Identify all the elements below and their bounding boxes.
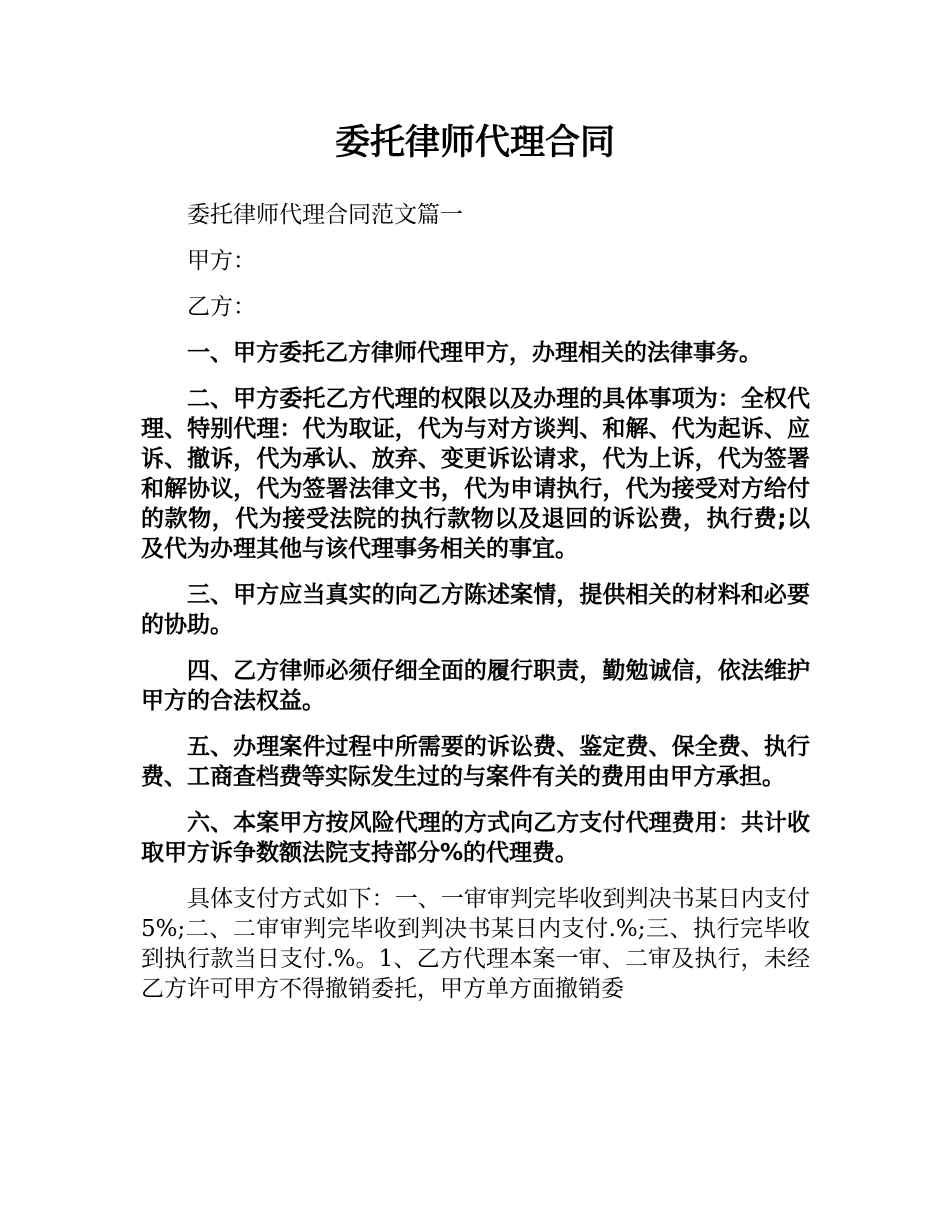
clause-6: 六、本案甲方按风险代理的方式向乙方支付代理费用：共计收取甲方诉争数额法院支持部分%的代理费。 bbox=[141, 810, 810, 866]
party-a-label: 甲方： bbox=[187, 248, 256, 274]
document-subtitle: 委托律师代理合同范文篇一 bbox=[187, 202, 463, 228]
payment-details: 具体支付方式如下：一、一审审判完毕收到判决书某日内支付5%;二、二审审判完毕收到判决书某日内支付.%;三、执行完毕收到执行款当日支付.%。1、乙方代理本案一审、二审及执行，未经乙方许可甲方不得撤销委托，甲方单方面撤销委 bbox=[141, 886, 810, 1002]
clause-1: 一、甲方委托乙方律师代理甲方，办理相关的法律事务。 bbox=[187, 340, 762, 366]
clause-3: 三、甲方应当真实的向乙方陈述案情，提供相关的材料和必要的协助。 bbox=[141, 582, 810, 638]
clause-4: 四、乙方律师必须仔细全面的履行职责，勤勉诚信，依法维护甲方的合法权益。 bbox=[141, 658, 810, 714]
clause-5: 五、办理案件过程中所需要的诉讼费、鉴定费、保全费、执行费、工商查档费等实际发生过的与案件有关的费用由甲方承担。 bbox=[141, 734, 810, 790]
party-b-label: 乙方： bbox=[187, 294, 256, 320]
document-body bbox=[141, 200, 810, 1020]
document-title: 委托律师代理合同 bbox=[334, 123, 615, 163]
clause-2: 二、甲方委托乙方代理的权限以及办理的具体事项为：全权代理、特别代理：代为取证，代为与对方谈判、和解、代为起诉、应诉、撤诉，代为承认、放弃、变更诉讼请求，代为上诉，代为签署和解协议，代为签署法律文书，代为申请执行，代为接受对方给付的款物，代为接受法院的执行款物以及退回的诉讼费，执行费;以及代为办理其他与该代理事务相关的事宜。 bbox=[141, 386, 810, 562]
